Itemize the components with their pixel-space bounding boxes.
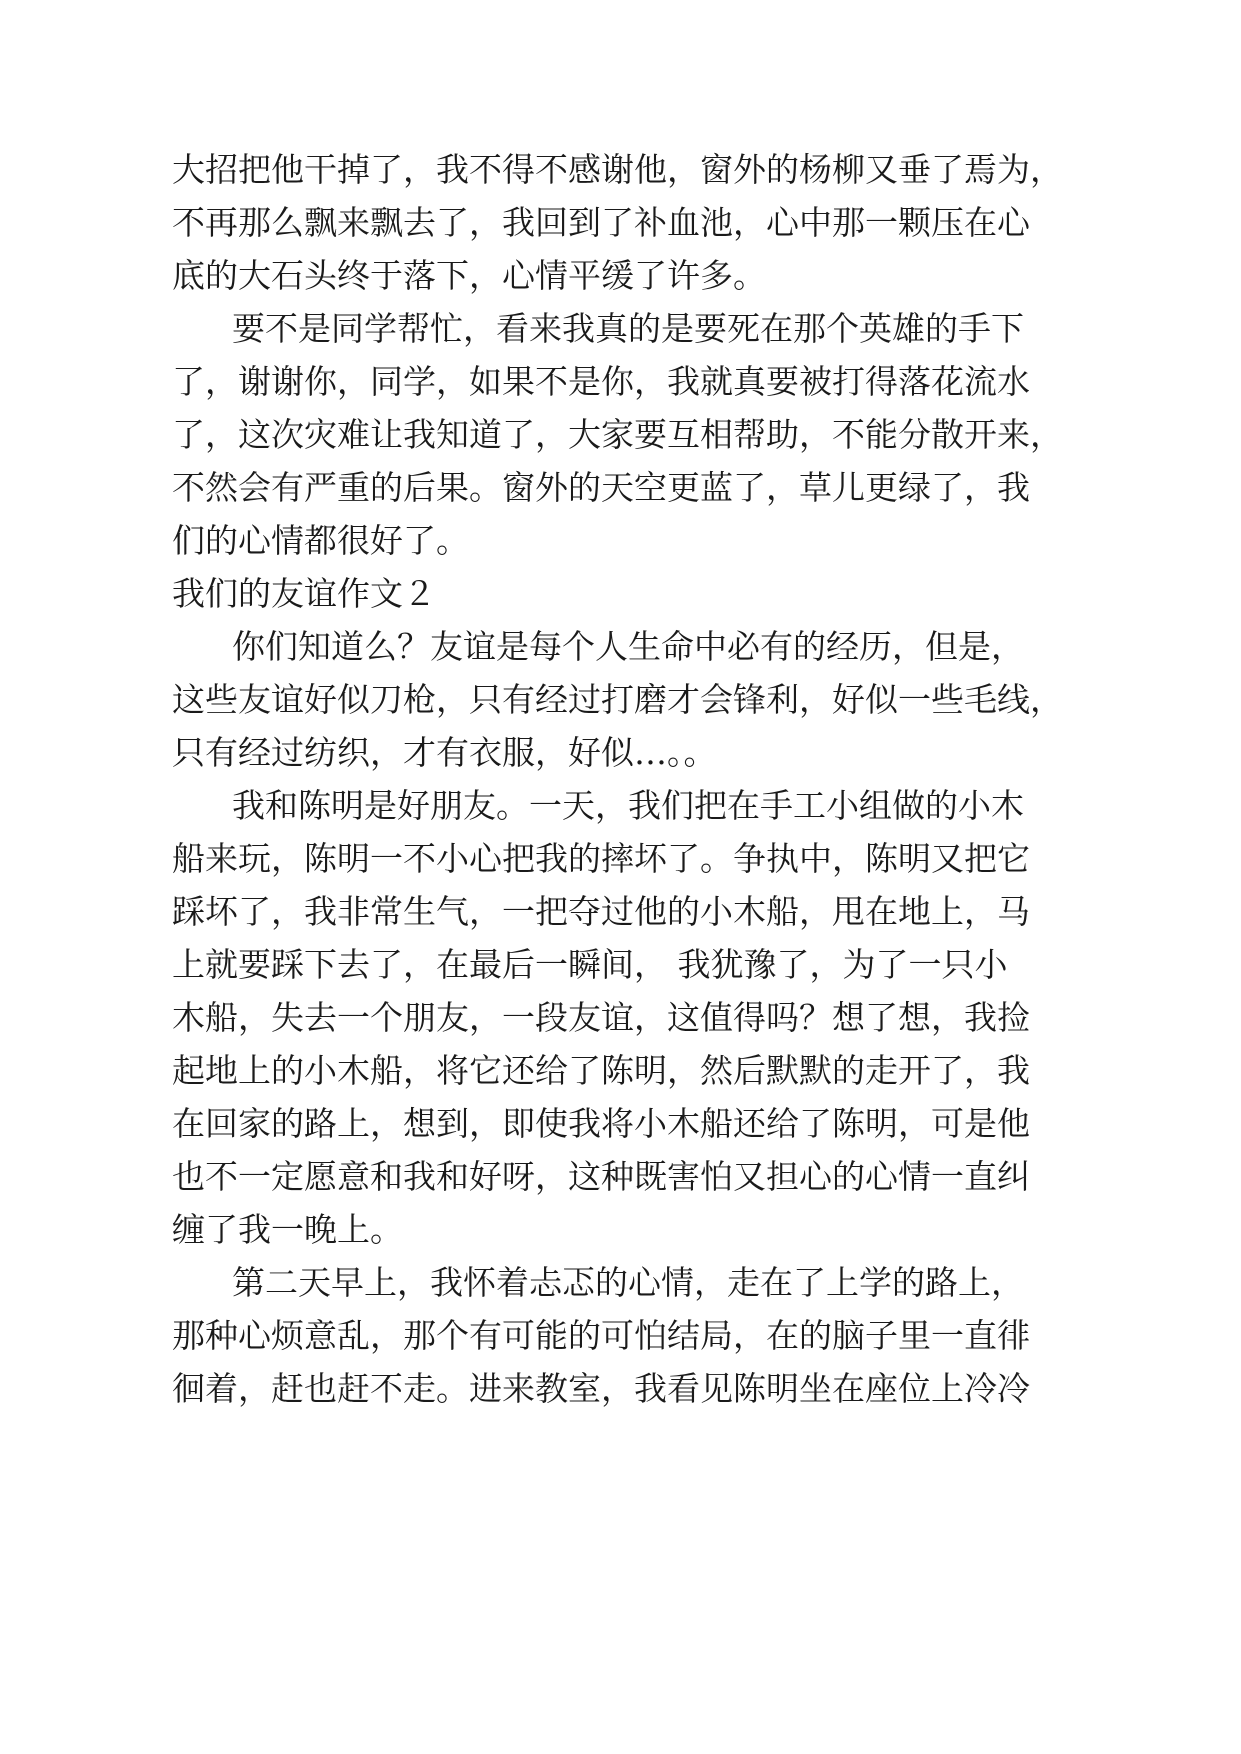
line-text: 你们知道么？友谊是每个人生命中必有的经历，但是， (232, 627, 1024, 666)
line-text: 这些友谊好似刀枪，只有经过打磨才会锋利，好似一些毛线， (172, 680, 1063, 719)
line-text: 船来玩，陈明一不小心把我的摔坏了。争执中，陈明又把它 (172, 839, 1030, 878)
line-text: 木船，失去一个朋友，一段友谊，这值得吗？想了想，我捡 (172, 998, 1030, 1037)
line-text: 也不一定愿意和我和好呀，这种既害怕又担心的心情一直纠 (172, 1157, 1030, 1196)
line-text: 要不是同学帮忙，看来我真的是要死在那个英雄的手下 (232, 309, 1024, 348)
line-text: 踩坏了，我非常生气，一把夺过他的小木船，甩在地上，马 (172, 892, 1030, 931)
line-text: 不然会有严重的后果。窗外的天空更蓝了，草儿更绿了，我 (172, 468, 1030, 507)
line-text: 底的大石头终于落下，心情平缓了许多。 (172, 256, 766, 295)
line-text: 了，谢谢你，同学，如果不是你，我就真要被打得落花流水 (172, 362, 1030, 401)
line-text: 不再那么飘来飘去了，我回到了补血池，心中那一颗压在心 (172, 203, 1030, 242)
line-text: 起地上的小木船，将它还给了陈明，然后默默的走开了，我 (172, 1051, 1030, 1090)
line-text: 缠了我一晚上。 (172, 1210, 403, 1249)
heading-text: 我们的友谊作文２ (172, 574, 436, 613)
line-text: 们的心情都很好了。 (172, 521, 469, 560)
line-text: 徊着，赶也赶不走。进来教室，我看见陈明坐在座位上冷冷 (172, 1369, 1030, 1408)
line-text: 我和陈明是好朋友。一天，我们把在手工小组做的小木 (232, 786, 1024, 825)
line-text: 第二天早上，我怀着忐忑的心情，走在了上学的路上， (232, 1263, 1024, 1302)
line-text: 上就要踩下去了，在最后一瞬间， 我犹豫了，为了一只小 (172, 945, 1008, 984)
line-text: 在回家的路上，想到，即使我将小木船还给了陈明，可是他 (172, 1104, 1030, 1143)
line-text: 大招把他干掉了，我不得不感谢他，窗外的杨柳又垂了焉为， (172, 150, 1063, 189)
line-text: 了，这次灾难让我知道了，大家要互相帮助，不能分散开来， (172, 415, 1063, 454)
line-text: 只有经过纺织，才有衣服，好似…。。 (172, 733, 717, 772)
line-text: 那种心烦意乱，那个有可能的可怕结局，在的脑子里一直徘 (172, 1316, 1030, 1355)
